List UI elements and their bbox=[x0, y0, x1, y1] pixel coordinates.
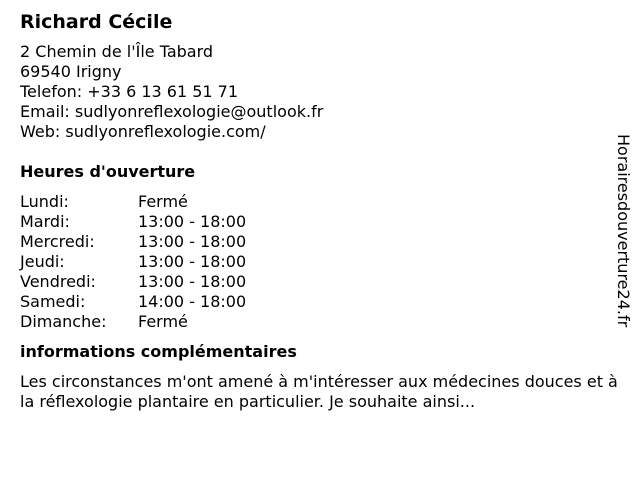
hours-row-thursday bbox=[20, 252, 610, 272]
day-label: Mardi: bbox=[20, 212, 70, 231]
business-name: Richard Cécile bbox=[20, 11, 173, 33]
day-label: Jeudi: bbox=[20, 252, 65, 271]
web-line[interactable]: Web: sudlyonreflexologie.com/ bbox=[20, 122, 266, 141]
hours-row-friday bbox=[20, 272, 610, 292]
day-label: Vendredi: bbox=[20, 272, 96, 291]
business-card bbox=[20, 10, 618, 412]
address-street: 2 Chemin de l'Île Tabard bbox=[20, 42, 214, 61]
hours-heading: Heures d'ouverture bbox=[20, 162, 196, 181]
hours-row-monday bbox=[20, 192, 610, 212]
day-label: Mercredi: bbox=[20, 232, 95, 251]
hours-table bbox=[20, 192, 610, 332]
day-label: Lundi: bbox=[20, 192, 69, 211]
day-label: Samedi: bbox=[20, 292, 86, 311]
time-value: 14:00 - 18:00 bbox=[138, 292, 247, 311]
address-city: 69540 Irigny bbox=[20, 62, 122, 81]
email-line[interactable]: Email: sudlyonreflexologie@outlook.fr bbox=[20, 102, 324, 121]
phone-line[interactable]: Telefon: +33 6 13 61 51 71 bbox=[20, 82, 239, 101]
day-label: Dimanche: bbox=[20, 312, 107, 331]
time-value: 13:00 - 18:00 bbox=[138, 272, 247, 291]
time-value: 13:00 - 18:00 bbox=[138, 252, 247, 271]
site-watermark-link[interactable]: Horairesdouverture24.fr bbox=[614, 134, 633, 328]
hours-row-tuesday bbox=[20, 212, 610, 232]
hours-row-wednesday bbox=[20, 232, 610, 252]
time-value: 13:00 - 18:00 bbox=[138, 212, 247, 231]
info-heading: informations complémentaires bbox=[20, 342, 297, 361]
info-text: Les circonstances m'ont amené à m'intéresser aux médecines douces et à la réflexologie plantaire en particulier. Je souhaite ainsi... bbox=[20, 372, 618, 411]
time-value: Fermé bbox=[138, 312, 188, 331]
hours-row-sunday bbox=[20, 312, 610, 332]
time-value: 13:00 - 18:00 bbox=[138, 232, 247, 251]
hours-row-saturday bbox=[20, 292, 610, 312]
time-value: Fermé bbox=[138, 192, 188, 211]
